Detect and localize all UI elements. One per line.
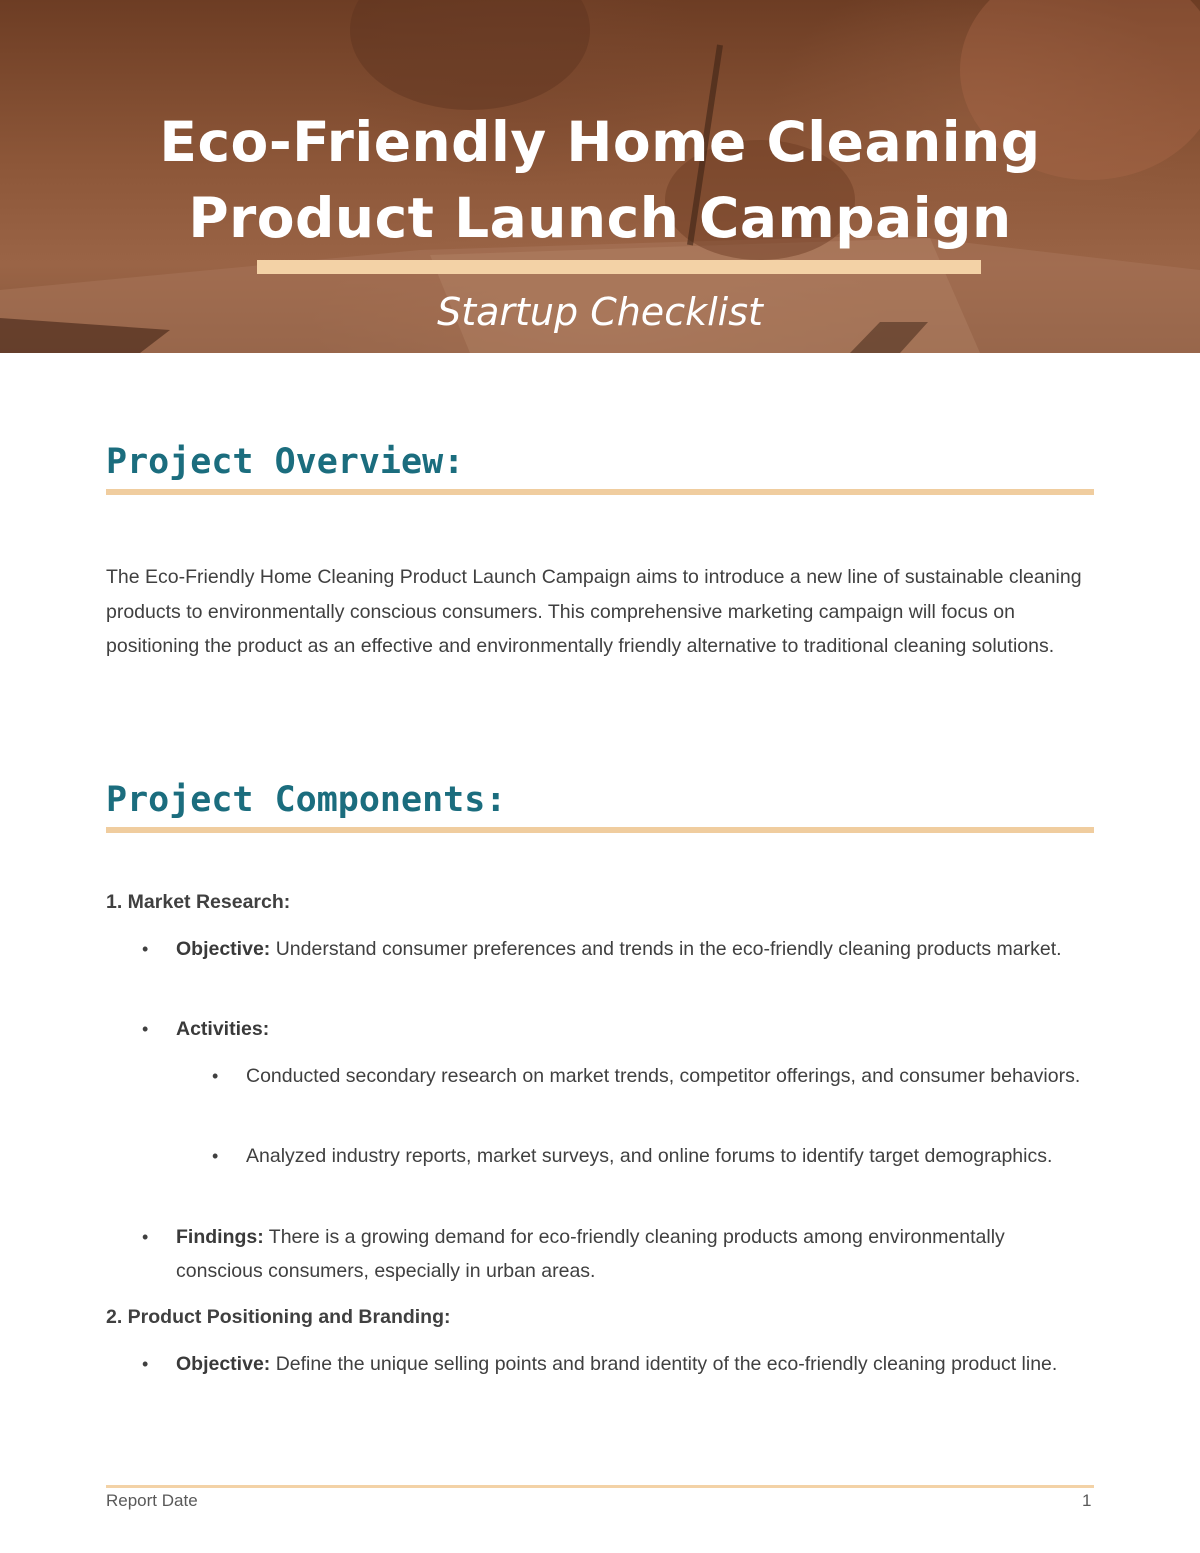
activities-label: Activities: (176, 1018, 270, 1040)
findings-text: There is a growing demand for eco-friendly cleaning products among environmentally conscious consumers, especially in urban areas. (176, 1226, 1005, 1282)
bullet-icon: • (142, 939, 149, 959)
component-1-heading: 1. Market Research: (106, 891, 291, 913)
objective-text: Understand consumer preferences and trends in the eco-friendly cleaning products market. (270, 938, 1062, 960)
bullet-icon: • (142, 1227, 149, 1247)
bullet-icon: • (212, 1066, 219, 1086)
bullet-icon: • (142, 1019, 149, 1039)
bullet-icon: • (142, 1354, 149, 1374)
objective-text: Define the unique selling points and brand identity of the eco-friendly cleaning product line. (270, 1353, 1058, 1375)
activity-item (212, 1059, 1096, 1093)
footer-divider (106, 1485, 1094, 1488)
objective-label: Objective: (176, 938, 271, 960)
overview-divider (106, 489, 1094, 495)
activity-text: Analyzed industry reports, market surveys, and online forums to identify target demographics. (246, 1145, 1053, 1167)
document-title (0, 104, 1200, 256)
components-divider (106, 827, 1094, 833)
bullet-icon: • (212, 1146, 219, 1166)
overview-heading: Project Overview: (106, 442, 465, 482)
objective-label: Objective: (176, 1353, 271, 1375)
activity-text: Conducted secondary research on market trends, competitor offerings, and consumer behaviors. (246, 1065, 1081, 1087)
document-title-line-2: Product Launch Campaign (188, 186, 1012, 250)
activity-item (212, 1139, 1096, 1173)
footer-report-date: Report Date (106, 1491, 198, 1510)
document-title-line-1: Eco-Friendly Home Cleaning (159, 110, 1041, 174)
components-heading: Project Components: (106, 780, 507, 820)
overview-paragraph: The Eco-Friendly Home Cleaning Product Launch Campaign aims to introduce a new line of sustainable cleaning products to environmentally conscious consumers. This comprehensive marketing campaign will focus on positioning the product as an effective and environmentally friendly alternative to traditional cleaning solutions. (106, 566, 1082, 657)
title-divider (257, 260, 981, 274)
component-1-findings (142, 1220, 1096, 1288)
component-1-objective (142, 932, 1096, 966)
component-1-activities (142, 1012, 1096, 1046)
findings-label: Findings: (176, 1226, 264, 1248)
hero-banner (0, 0, 1200, 353)
component-2-objective (142, 1347, 1096, 1381)
document-subtitle: Startup Checklist (437, 290, 763, 334)
component-2-heading: 2. Product Positioning and Branding: (106, 1306, 451, 1328)
footer-page-number: 1 (1082, 1491, 1092, 1510)
